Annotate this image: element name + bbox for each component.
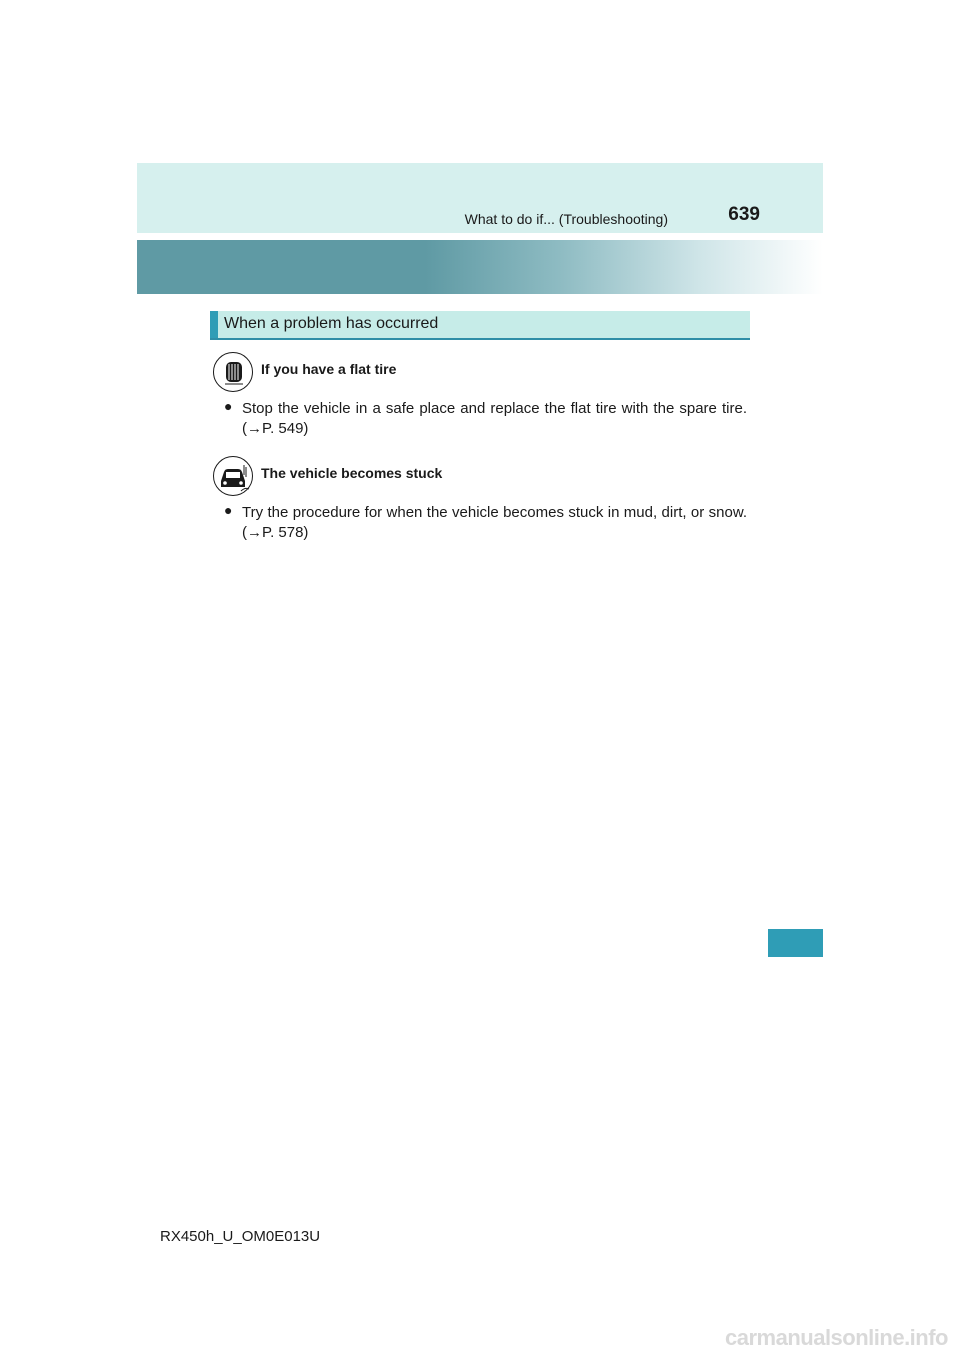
page-number: 639 xyxy=(728,204,760,225)
document-code: RX450h_U_OM0E013U xyxy=(160,1228,321,1245)
bullet-text: Try the procedure for when the vehicle becomes stuck in mud, dirt, or snow. xyxy=(242,504,747,521)
item-heading: If you have a flat tire xyxy=(261,361,397,377)
section-header xyxy=(210,311,750,340)
item-heading: The vehicle becomes stuck xyxy=(261,465,443,481)
page-reference[interactable]: (→P. 578) xyxy=(242,524,309,541)
section-accent xyxy=(210,311,218,338)
page-reference[interactable]: (→P. 549) xyxy=(242,420,309,437)
bullet-icon: ● xyxy=(224,502,233,518)
section-title: When a problem has occurred xyxy=(224,315,439,332)
chapter-title: What to do if... (Troubleshooting) xyxy=(464,211,668,227)
watermark: carmanualsonline.info xyxy=(725,1325,948,1350)
bullet-text: Stop the vehicle in a safe place and replace the flat tire with the spare tire. xyxy=(242,400,747,417)
stuck-vehicle-icon xyxy=(213,456,253,496)
chapter-tab[interactable] xyxy=(768,929,823,957)
bullet-icon: ● xyxy=(224,398,233,414)
chapter-banner xyxy=(137,240,823,294)
page-header xyxy=(137,163,823,233)
flat-tire-icon xyxy=(213,352,253,392)
